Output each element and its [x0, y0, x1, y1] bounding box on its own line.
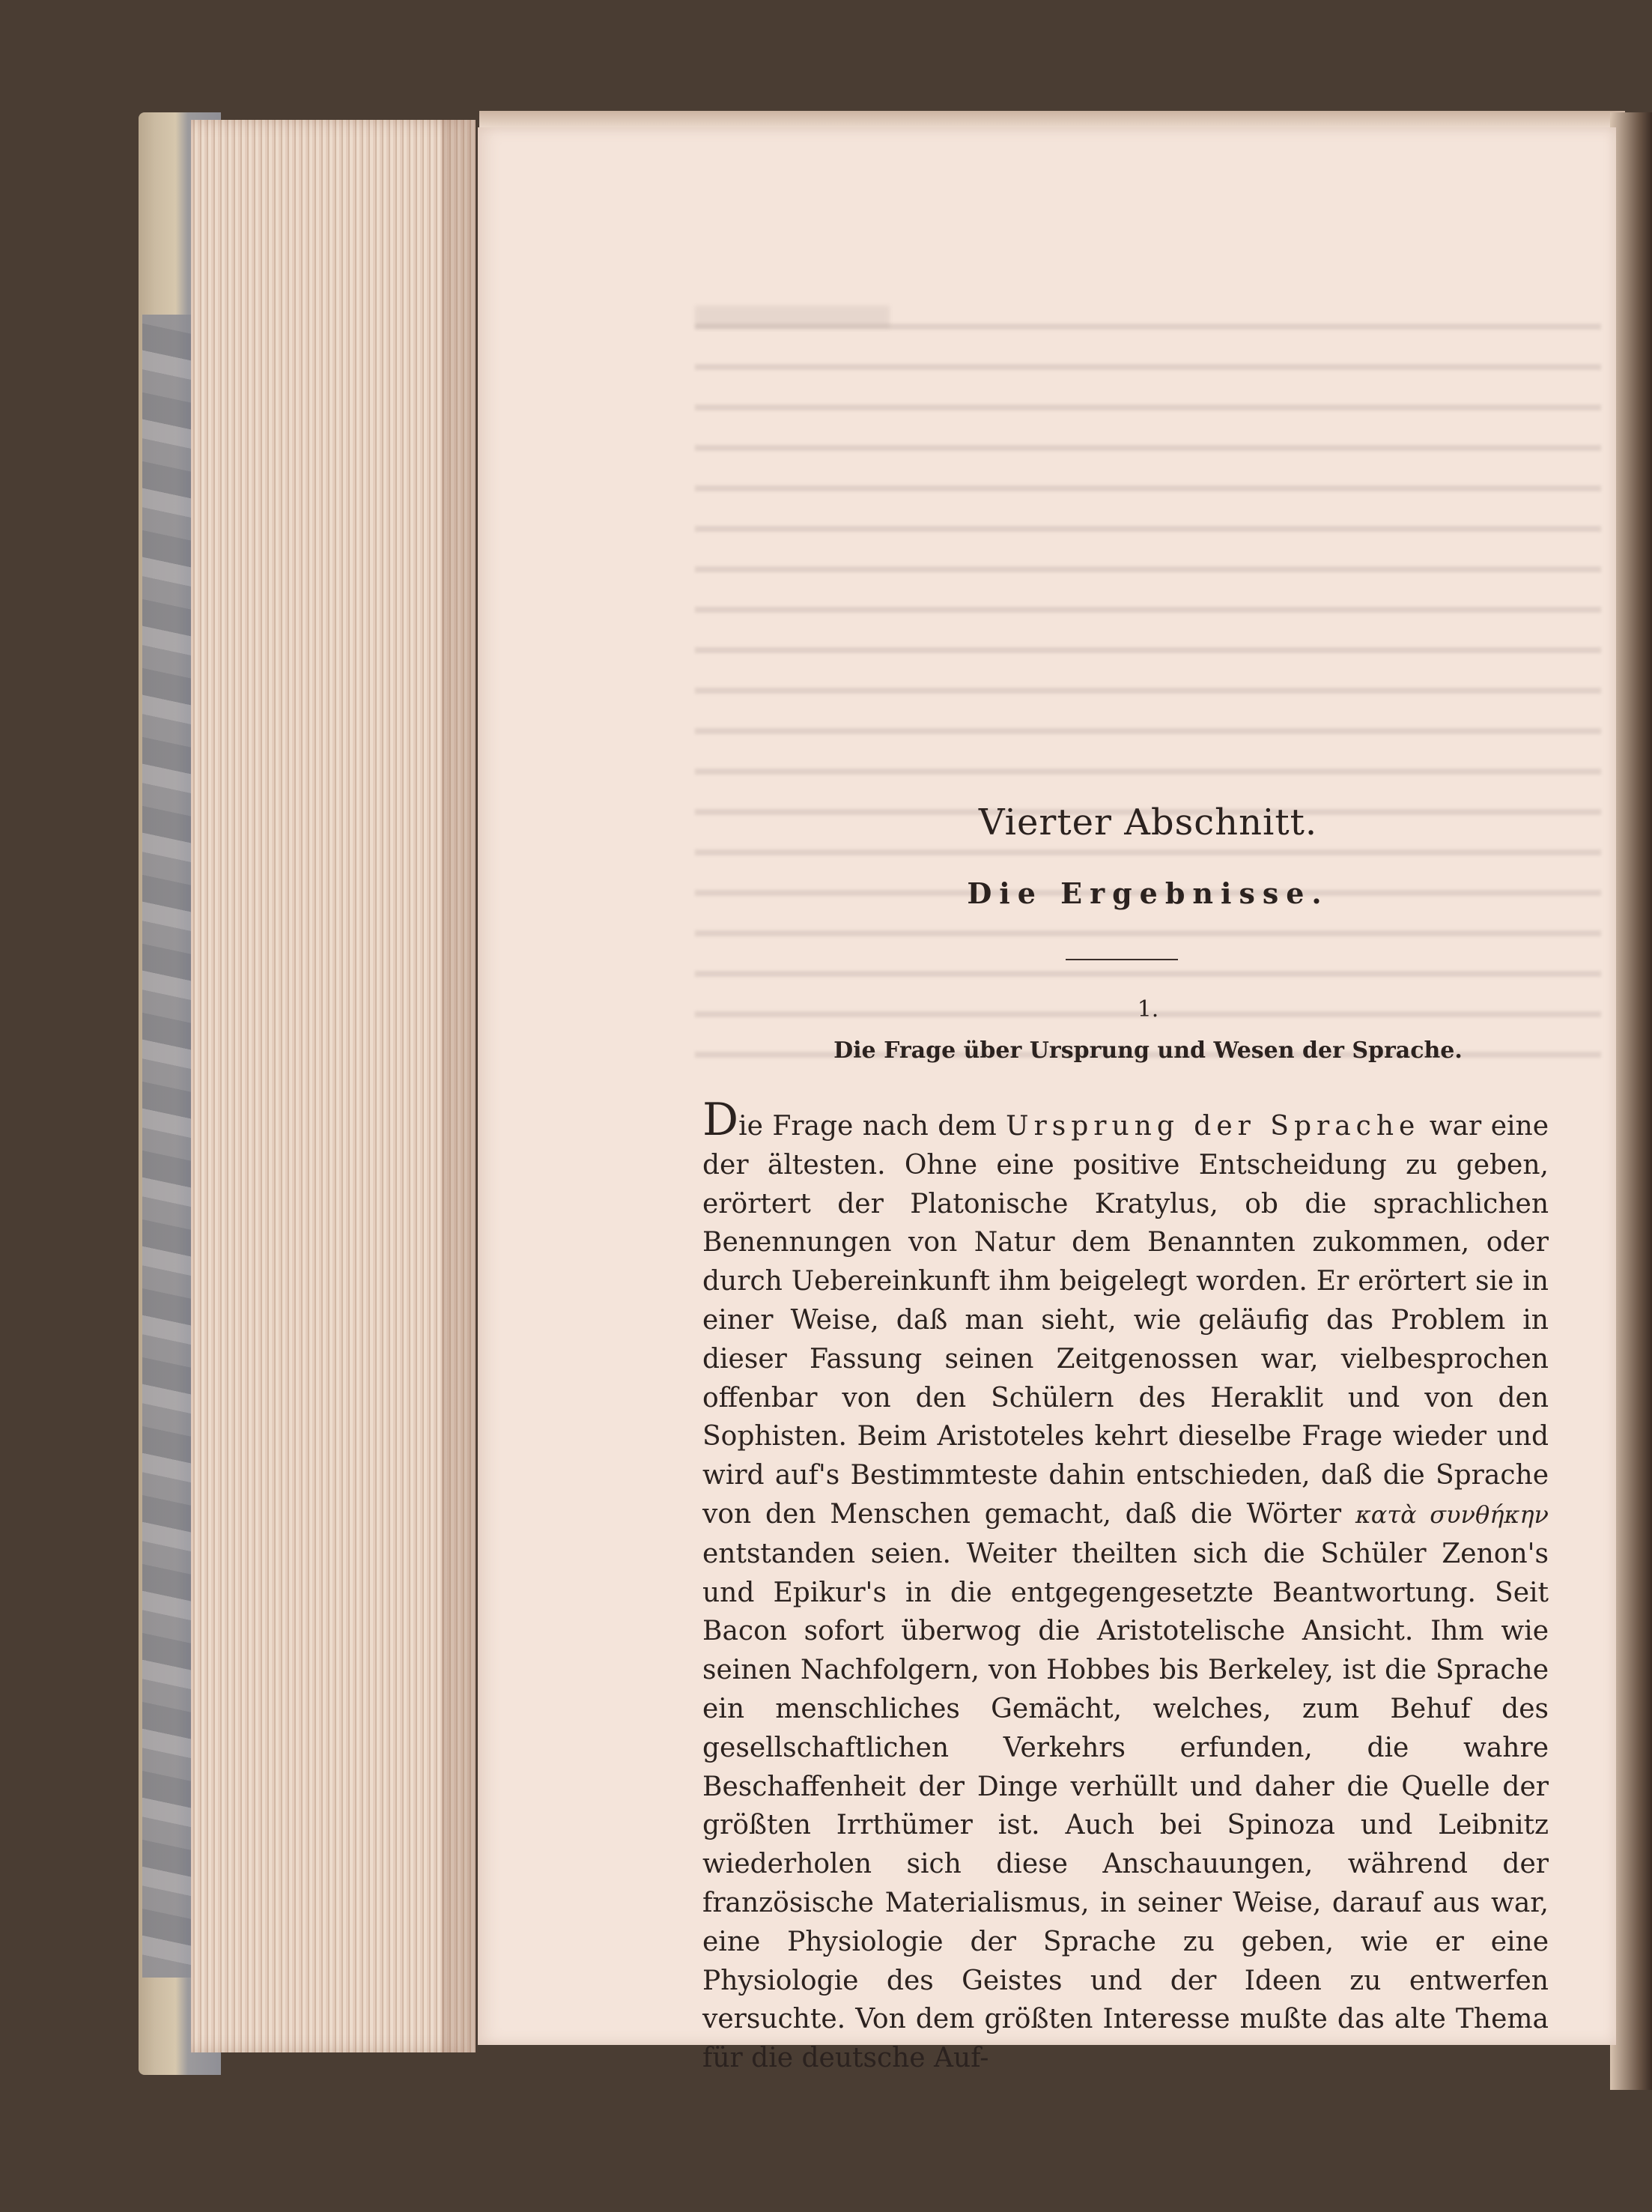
section-title: Die Frage über Ursprung und Wesen der Sprache.	[833, 1037, 1463, 1064]
drop-initial: D	[702, 1094, 739, 1146]
bleed-through-header	[695, 306, 890, 328]
chapter-heading: Vierter Abschnitt.	[978, 802, 1318, 843]
right-cover-edge	[1610, 112, 1652, 2090]
body-text-2: war eine der ältesten. Ohne eine positive Entscheidung zu geben, erörtert der Platonische Kratylus, ob die sprachlichen Benennungen von Natur dem Benannten zukommen, oder durch Uebereinkunft ihm beigelegt worden. Er erörtert sie in einer Weise, daß man sieht, wie geläufig das Problem in dieser Fassung seinen Zeitgenossen war, vielbesprochen offenbar von den Schülern des Heraklit und von den Sophisten. Beim Aristoteles kehrt dieselbe Frage wieder und wird auf's Bestimmteste dahin entschieden, daß die Sprache von den Menschen gemacht, daß die Wörter	[702, 1111, 1549, 1530]
body-paragraph	[702, 1094, 1549, 2078]
book-page	[478, 127, 1616, 2074]
body-text-spaced: Ursprung der Sprache	[1006, 1111, 1421, 1142]
bleed-through-text	[695, 300, 1601, 1064]
body-text-1: ie Frage nach dem	[738, 1111, 1006, 1142]
greek-phrase: κατὰ συνθήκην	[1355, 1500, 1549, 1529]
spine-gutter-shadow	[442, 120, 479, 2052]
page-stack-edges	[191, 120, 476, 2052]
body-text-3: entstanden seien. Weiter theilten sich die Schüler Zenon's und Epikur's in die entgegengesetzte Beantwortung. Seit Bacon sofort überwog die Aristotelische Ansicht. Ihm wie seinen Nachfolgern, von Hobbes bis Berkeley, ist die Sprache ein menschliches Gemächt, welches, zum Behuf des gesellschaftlichen Verkehrs erfunden, die wahre Beschaffenheit der Dinge verhüllt und daher die Quelle der größten Irrthümer ist. Auch bei Spinoza und Leibnitz wiederholen sich diese Anschauungen, während der französische Materialismus, in seiner Weise, darauf aus war, eine Physiologie der Sprache zu geben, wie er eine Physiologie des Geistes und der Ideen zu entwerfen versuchte. Von dem größten Interesse mußte das alte Thema für die deutsche Auf-	[702, 1538, 1549, 2074]
chapter-subheading: Die Ergebnisse.	[967, 876, 1329, 910]
section-number: 1.	[1137, 996, 1159, 1022]
divider-rule	[1066, 959, 1178, 960]
